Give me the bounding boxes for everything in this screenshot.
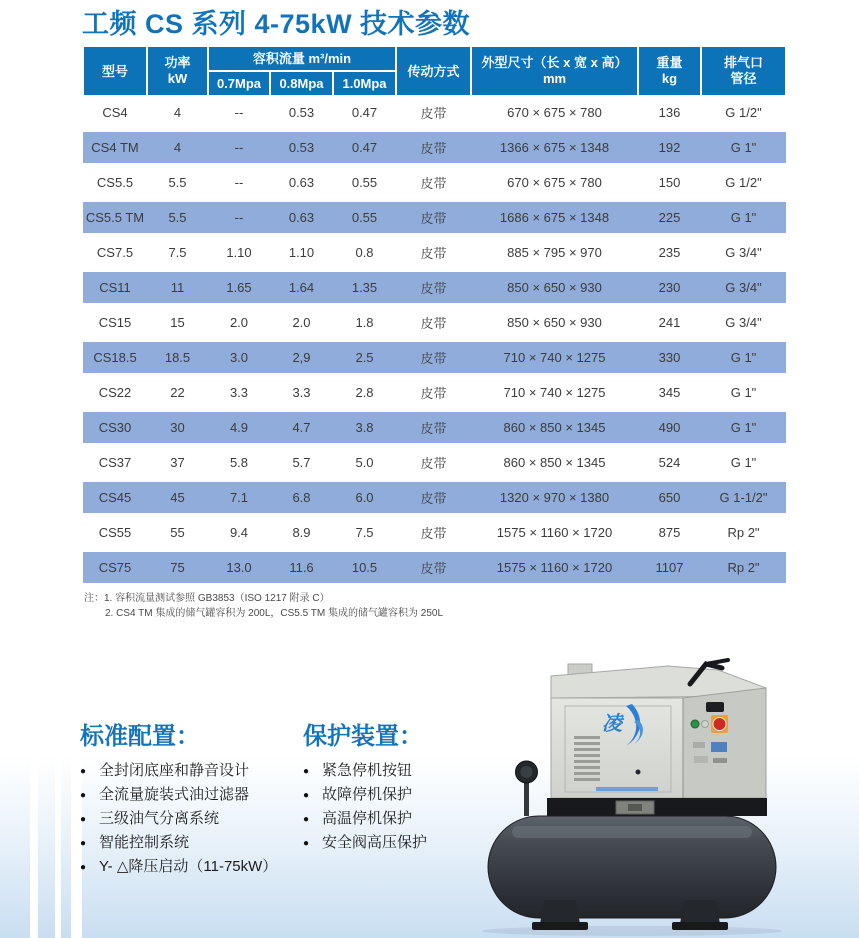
col-header-weight [638, 46, 701, 96]
table-cell: CS15 [83, 305, 147, 340]
table-cell: CS4 [83, 96, 147, 130]
standard-config-title: 标准配置： [80, 723, 200, 750]
table-cell: 1.10 [208, 235, 270, 270]
table-cell: 皮带 [396, 305, 471, 340]
machine-logo-text: 凌 [602, 713, 622, 735]
col-header-power [147, 46, 208, 96]
door-caption-strip [596, 787, 658, 791]
table-row [83, 305, 786, 340]
standard-config-section [80, 722, 277, 883]
table-row [83, 410, 786, 445]
table-cell: 850 × 650 × 930 [471, 305, 638, 340]
compressor-cabinet [547, 660, 767, 816]
cabinet-base [547, 798, 767, 816]
col-header-10mpa: 1.0Mpa [333, 71, 396, 96]
table-cell: 45 [147, 480, 208, 515]
table-cell: 885 × 795 × 970 [471, 235, 638, 270]
table-cell: G 3/4" [701, 305, 786, 340]
table-cell: 15 [147, 305, 208, 340]
table-cell: 860 × 850 × 1345 [471, 445, 638, 480]
decor-stripe-gap [30, 756, 38, 938]
table-cell: 皮带 [396, 340, 471, 375]
table-cell: 皮带 [396, 130, 471, 165]
table-cell: -- [208, 165, 270, 200]
table-cell: 1320 × 970 × 1380 [471, 480, 638, 515]
table-cell: G 1" [701, 200, 786, 235]
table-cell: CS30 [83, 410, 147, 445]
table-cell: 37 [147, 445, 208, 480]
table-cell: 670 × 675 × 780 [471, 96, 638, 130]
machine-shadow [482, 926, 782, 936]
table-cell: 皮带 [396, 550, 471, 585]
col-header-dimensions [471, 46, 638, 96]
table-row [83, 270, 786, 305]
note-line-1: 注：1. 容积流量测试参照 GB3853（ISO 1217 附录 C） [84, 593, 330, 604]
door-knob-icon [636, 770, 641, 775]
table-cell: 75 [147, 550, 208, 585]
table-cell: 皮带 [396, 96, 471, 130]
table-cell: G 1" [701, 410, 786, 445]
table-cell: 皮带 [396, 410, 471, 445]
protection-title: 保护装置： [303, 723, 423, 750]
table-cell: CS45 [83, 480, 147, 515]
table-cell: G 1/2" [701, 96, 786, 130]
table-cell: G 1" [701, 445, 786, 480]
table-cell: 710 × 740 × 1275 [471, 375, 638, 410]
table-cell: 150 [638, 165, 701, 200]
col-header-07mpa: 0.7Mpa [208, 71, 270, 96]
table-cell: 6.0 [333, 480, 396, 515]
protection-section [303, 722, 427, 859]
table-cell: 4.9 [208, 410, 270, 445]
col-header-model: 型号 [83, 46, 147, 96]
table-cell: 4.7 [270, 410, 333, 445]
table-cell: 0.63 [270, 165, 333, 200]
spec-table-head [83, 46, 786, 96]
col-header-outlet [701, 46, 786, 96]
table-cell: 3.0 [208, 340, 270, 375]
table-cell: 850 × 650 × 930 [471, 270, 638, 305]
list-item: ● 智能控制系统 [80, 835, 277, 851]
table-cell: 4 [147, 96, 208, 130]
list-item: ● 紧急停机按钮 [303, 763, 427, 779]
table-cell: 30 [147, 410, 208, 445]
table-cell: 55 [147, 515, 208, 550]
table-cell: 1575 × 1160 × 1720 [471, 515, 638, 550]
table-cell: 13.0 [208, 550, 270, 585]
table-cell: 7.5 [147, 235, 208, 270]
table-cell: 2.8 [333, 375, 396, 410]
table-row [83, 200, 786, 235]
table-cell: 0.8 [333, 235, 396, 270]
table-cell: CS55 [83, 515, 147, 550]
table-row [83, 550, 786, 585]
table-cell: 0.53 [270, 96, 333, 130]
list-item: ● 全流量旋装式油过滤器 [80, 787, 277, 803]
notes-block [84, 591, 443, 621]
table-cell: 皮带 [396, 235, 471, 270]
list-item: ● 三级油气分离系统 [80, 811, 277, 827]
table-cell: CS7.5 [83, 235, 147, 270]
table-cell: 241 [638, 305, 701, 340]
col-header-dimensions-line1: 外型尺寸（长 x 宽 x 高） [481, 55, 628, 70]
table-cell: 0.63 [270, 200, 333, 235]
table-cell: 11 [147, 270, 208, 305]
table-cell: 670 × 675 × 780 [471, 165, 638, 200]
start-button-icon [691, 720, 699, 728]
table-cell: 650 [638, 480, 701, 515]
table-cell: CS37 [83, 445, 147, 480]
spec-table-body [83, 96, 786, 585]
table-cell: 皮带 [396, 165, 471, 200]
table-cell: 皮带 [396, 200, 471, 235]
stop-button-icon [702, 721, 709, 728]
table-cell: G 1/2" [701, 165, 786, 200]
table-cell: CS22 [83, 375, 147, 410]
table-cell: 5.0 [333, 445, 396, 480]
col-header-dimensions-line2: mm [542, 71, 567, 86]
table-cell: 1.35 [333, 270, 396, 305]
table-cell: 22 [147, 375, 208, 410]
table-cell: CS18.5 [83, 340, 147, 375]
table-cell: 5.7 [270, 445, 333, 480]
list-item: ● 全封闭底座和静音设计 [80, 763, 277, 779]
table-cell: 7.1 [208, 480, 270, 515]
compressor-photo [468, 650, 790, 938]
table-row [83, 445, 786, 480]
decor-stripe-gap [55, 756, 61, 938]
table-cell: 2.0 [208, 305, 270, 340]
table-cell: 136 [638, 96, 701, 130]
col-header-power-line1: 功率 [164, 55, 191, 70]
table-cell: 2.0 [270, 305, 333, 340]
table-cell: G 1-1/2" [701, 480, 786, 515]
table-row [83, 375, 786, 410]
table-row [83, 96, 786, 130]
table-cell: 0.47 [333, 130, 396, 165]
table-cell: 2.5 [333, 340, 396, 375]
list-item: ● Y- △降压启动（11-75kW） [80, 859, 277, 875]
table-row [83, 480, 786, 515]
table-cell: 1366 × 675 × 1348 [471, 130, 638, 165]
table-cell: CS75 [83, 550, 147, 585]
table-cell: 1.10 [270, 235, 333, 270]
table-cell: 18.5 [147, 340, 208, 375]
list-item: ● 安全阀高压保护 [303, 835, 427, 851]
table-cell: 490 [638, 410, 701, 445]
table-cell: CS5.5 [83, 165, 147, 200]
list-item: ● 高温停机保护 [303, 811, 427, 827]
table-cell: -- [208, 130, 270, 165]
table-cell: 11.6 [270, 550, 333, 585]
table-cell: 2,9 [270, 340, 333, 375]
table-row [83, 515, 786, 550]
table-row [83, 130, 786, 165]
col-header-outlet-line2: 管径 [730, 71, 757, 86]
table-cell: G 1" [701, 375, 786, 410]
table-cell: 1686 × 675 × 1348 [471, 200, 638, 235]
standard-config-list [80, 763, 277, 875]
table-cell: CS4 TM [83, 130, 147, 165]
table-cell: 0.55 [333, 165, 396, 200]
table-cell: G 3/4" [701, 270, 786, 305]
table-cell: G 3/4" [701, 235, 786, 270]
table-cell: 3.3 [208, 375, 270, 410]
protection-list [303, 763, 427, 851]
table-cell: -- [208, 200, 270, 235]
table-cell: 1.8 [333, 305, 396, 340]
col-header-drive: 传动方式 [396, 46, 471, 96]
table-cell: 1.65 [208, 270, 270, 305]
col-header-flow-group: 容积流量 m³/min [208, 46, 396, 71]
table-cell: 皮带 [396, 480, 471, 515]
table-cell: 皮带 [396, 515, 471, 550]
table-cell: 875 [638, 515, 701, 550]
table-cell: 1.64 [270, 270, 333, 305]
col-header-weight-line1: 重量 [656, 55, 683, 70]
table-cell: 5.8 [208, 445, 270, 480]
table-cell: 0.47 [333, 96, 396, 130]
table-cell: 1575 × 1160 × 1720 [471, 550, 638, 585]
table-cell: 皮带 [396, 270, 471, 305]
table-cell: 7.5 [333, 515, 396, 550]
table-cell: Rp 2" [701, 550, 786, 585]
table-cell: 710 × 740 × 1275 [471, 340, 638, 375]
gauge-stem [524, 778, 529, 816]
table-cell: 1107 [638, 550, 701, 585]
table-cell: 524 [638, 445, 701, 480]
table-cell: 皮带 [396, 445, 471, 480]
table-cell: 5.5 [147, 165, 208, 200]
table-cell: 860 × 850 × 1345 [471, 410, 638, 445]
table-row [83, 165, 786, 200]
table-cell: G 1" [701, 130, 786, 165]
table-cell: -- [208, 96, 270, 130]
table-cell: 皮带 [396, 375, 471, 410]
table-row [83, 235, 786, 270]
emergency-stop-icon [713, 718, 726, 731]
table-cell: G 1" [701, 340, 786, 375]
table-cell: 6.8 [270, 480, 333, 515]
table-cell: 9.4 [208, 515, 270, 550]
table-cell: 0.55 [333, 200, 396, 235]
note-line-2: 2. CS4 TM 集成的储气罐容积为 200L，CS5.5 TM 集成的储气罐容积为 250L [105, 608, 444, 619]
col-header-weight-line2: kg [661, 71, 678, 86]
col-header-08mpa: 0.8Mpa [270, 71, 333, 96]
page-title: 工频 CS 系列 4-75kW 技术参数 [82, 9, 471, 39]
table-cell: 235 [638, 235, 701, 270]
table-cell: 4 [147, 130, 208, 165]
spec-table [82, 45, 787, 587]
table-cell: Rp 2" [701, 515, 786, 550]
table-cell: 8.9 [270, 515, 333, 550]
col-header-power-line2: kW [167, 71, 188, 86]
table-cell: 192 [638, 130, 701, 165]
table-cell: 3.3 [270, 375, 333, 410]
table-cell: 3.8 [333, 410, 396, 445]
table-cell: CS11 [83, 270, 147, 305]
list-item: ● 故障停机保护 [303, 787, 427, 803]
table-cell: 10.5 [333, 550, 396, 585]
table-cell: 5.5 [147, 200, 208, 235]
table-cell: 230 [638, 270, 701, 305]
table-row [83, 340, 786, 375]
control-display [706, 702, 724, 712]
table-cell: 0.53 [270, 130, 333, 165]
col-header-outlet-line1: 排气口 [724, 55, 764, 70]
table-cell: CS5.5 TM [83, 200, 147, 235]
table-cell: 225 [638, 200, 701, 235]
table-cell: 330 [638, 340, 701, 375]
table-cell: 345 [638, 375, 701, 410]
